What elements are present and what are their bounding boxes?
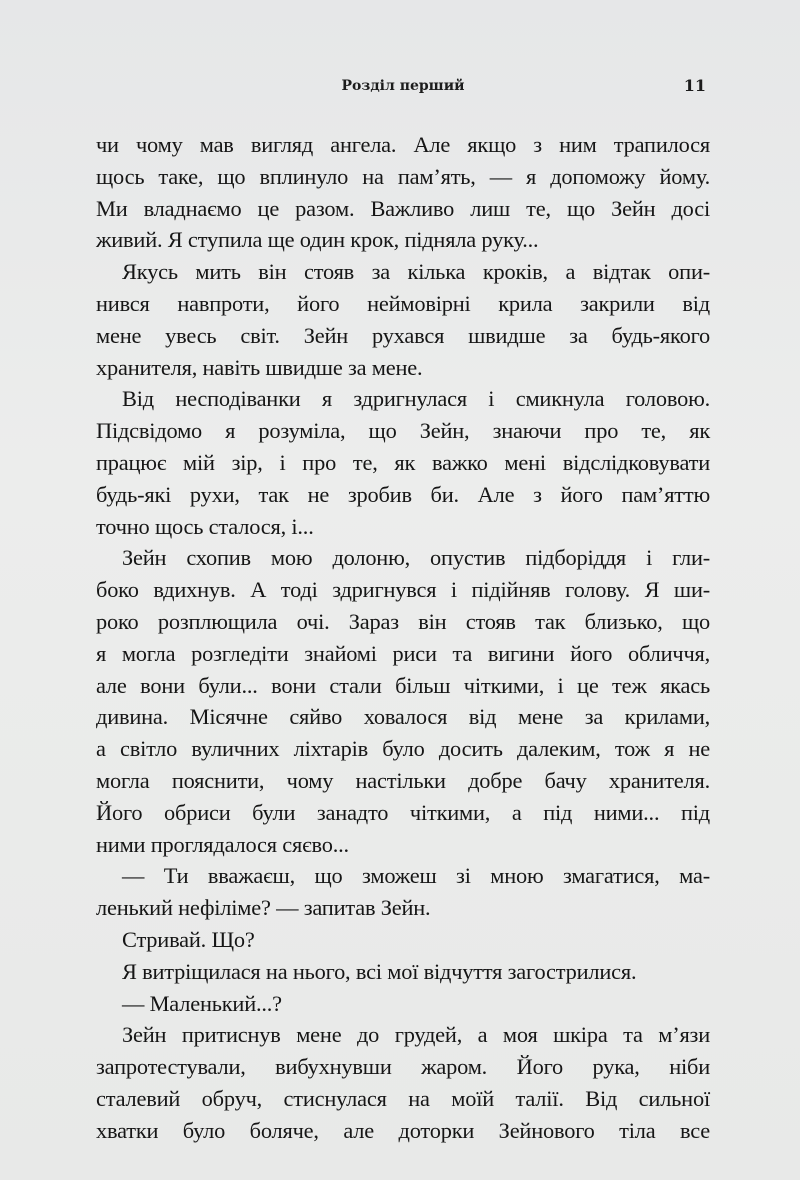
text-line: — Маленький...?: [122, 990, 282, 1016]
page-number: 11: [683, 76, 706, 95]
body-text: [96, 129, 710, 1147]
text-line: ними проглядалося сяєво...: [96, 831, 349, 857]
text-line: я могла розгледіти знайомі риси та вигини його обличчя,: [96, 640, 710, 666]
text-line: Його обриси були занадто чіткими, а під ними... під: [96, 799, 710, 825]
text-line: Зейн притиснув мене до грудей, а моя шкіра та м’язи: [122, 1022, 710, 1048]
text-line: могла пояснити, чому настільки добре бачу хранителя.: [96, 767, 710, 793]
text-line: ленький нефіліме? — запитав Зейн.: [96, 895, 431, 921]
text-line: а світло вуличних ліхтарів було досить далеким, тож я не: [96, 736, 710, 762]
text-line: Від несподіванки я здригнулася і смикнула головою.: [122, 386, 710, 412]
text-line: але вони були... вони стали більш чіткими, і це теж якась: [96, 672, 710, 698]
running-head: [96, 74, 710, 102]
chapter-title: Розділ перший: [341, 78, 465, 94]
text-line: щось таке, що вплинуло на пам’ять, — я допоможу йому.: [96, 163, 710, 189]
text-line: сталевий обруч, стиснулася на моїй талії. Від сильної: [96, 1085, 710, 1111]
text-line: працює мій зір, і про те, як важко мені відслідковувати: [96, 449, 710, 475]
text-line: Зейн схопив мою долоню, опустив підборіддя і гли-: [122, 545, 710, 571]
text-line: боко вдихнув. А тоді здригнувся і підійняв голову. Я ши-: [96, 577, 710, 603]
text-line: точно щось сталося, і...: [96, 513, 314, 539]
text-line: роко розплющила очі. Зараз він стояв так близько, що: [96, 608, 710, 634]
text-line: нився навпроти, його неймовірні крила закрили від: [96, 290, 710, 316]
text-line: Ми владнаємо це разом. Важливо лиш те, що Зейн досі: [96, 195, 710, 221]
text-line: живий. Я ступила ще один крок, підняла руку...: [96, 227, 539, 253]
text-line: хранителя, навіть швидше за мене.: [96, 354, 423, 380]
text-line: Стривай. Що?: [122, 926, 255, 952]
text-line: Підсвідомо я розуміла, що Зейн, знаючи про те, як: [96, 418, 710, 444]
text-line: — Ти вважаєш, що зможеш зі мною змагатися, ма-: [122, 863, 710, 889]
text-line: будь-які рухи, так не зробив би. Але з його пам’яттю: [96, 481, 710, 507]
text-line: Якусь мить він стояв за кілька кроків, а відтак опи-: [122, 259, 710, 285]
text-line: чи чому мав вигляд ангела. Але якщо з ним трапилося: [96, 132, 710, 157]
text-line: запротестували, вибухнувши жаром. Його рука, ніби: [96, 1054, 710, 1080]
text-line: дивина. Місячне сяйво ховалося від мене за крилами,: [96, 704, 710, 730]
text-line: Я витріщилася на нього, всі мої відчуття загострилися.: [122, 958, 637, 984]
text-line: хватки було боляче, але доторки Зейнового тіла все: [96, 1117, 710, 1143]
text-line: мене увесь світ. Зейн рухався швидше за будь-якого: [96, 322, 710, 348]
